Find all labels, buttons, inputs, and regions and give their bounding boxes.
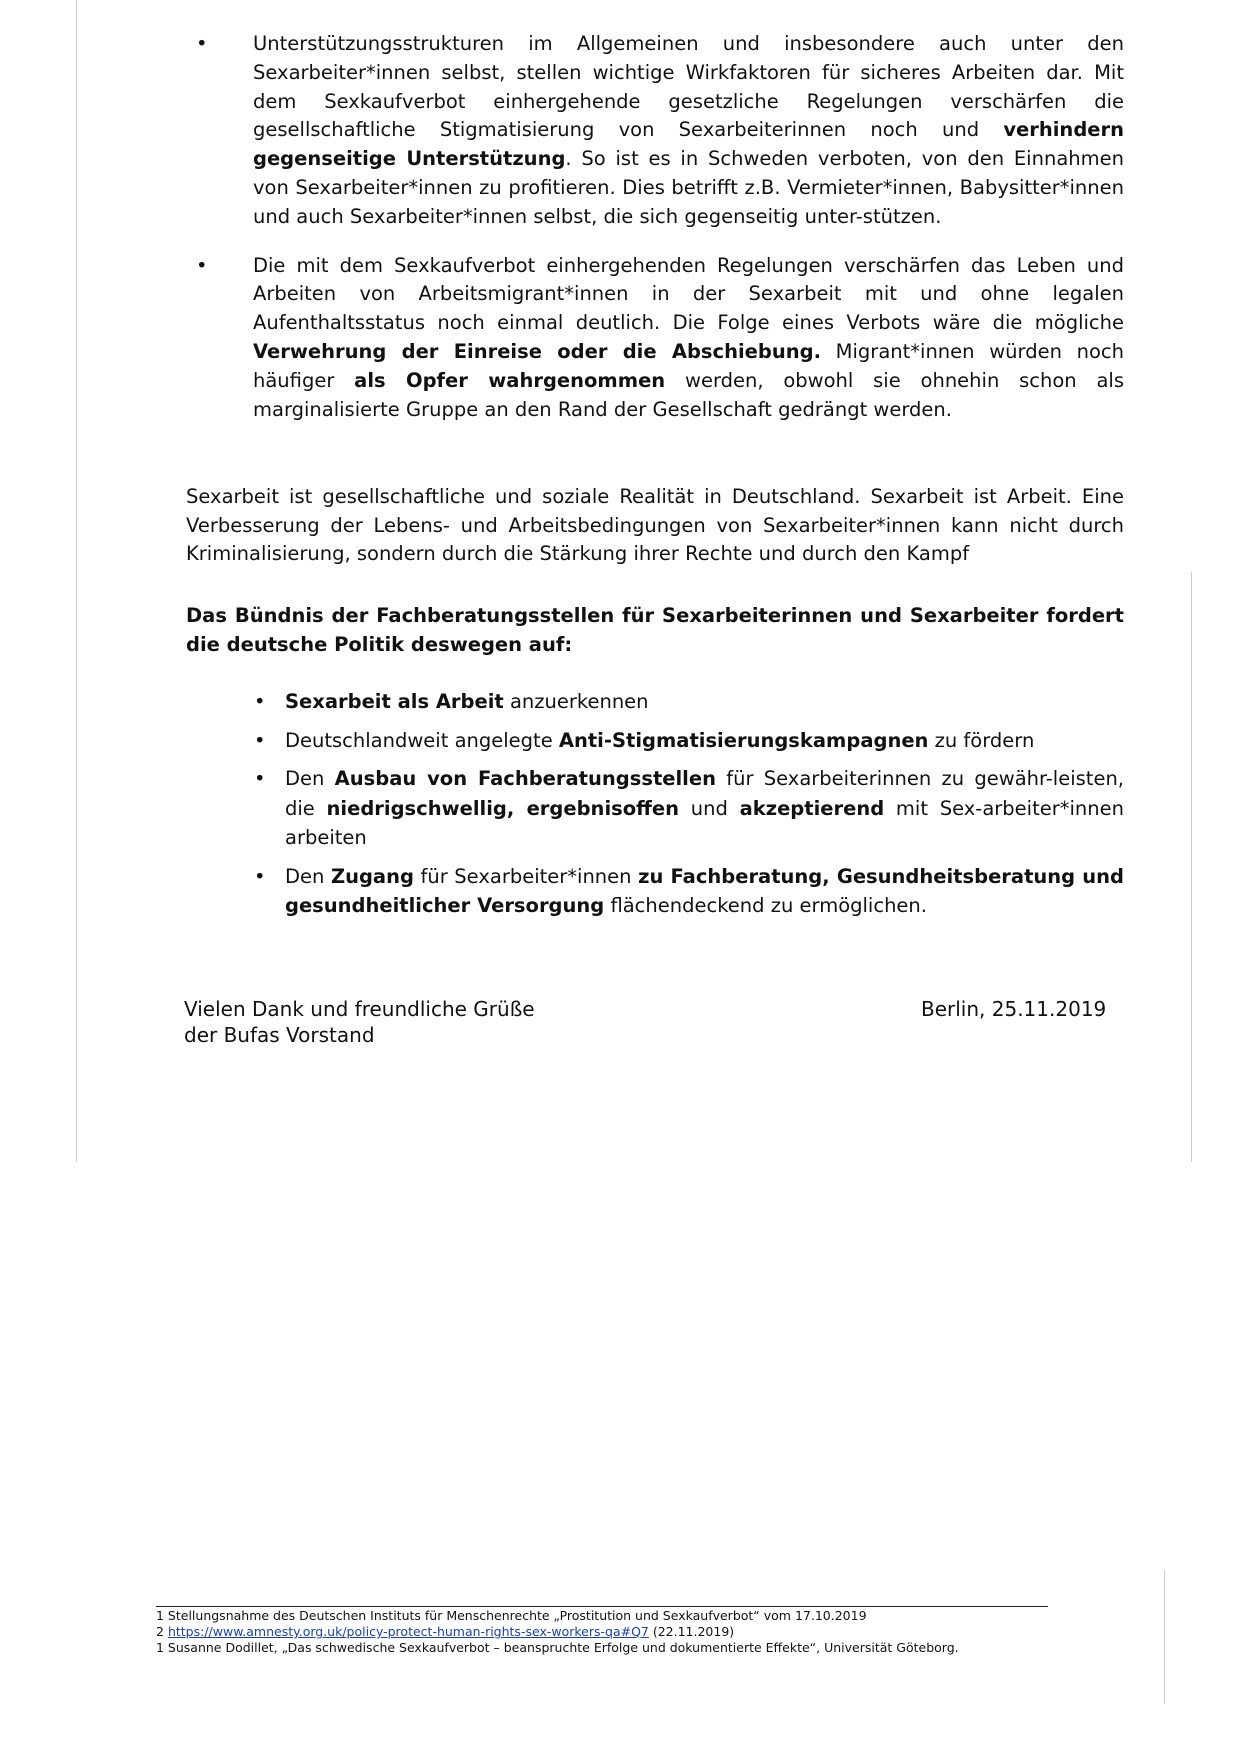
text-run: flächendeckend zu ermöglichen. bbox=[604, 894, 927, 917]
emphasis-text: akzeptierend bbox=[739, 796, 885, 820]
emphasis-text: zu Fachberatung, Gesundheitsberatung und gesundheitlicher Versorgung bbox=[285, 864, 1124, 917]
text-run: und bbox=[679, 796, 740, 820]
closing-greeting: Vielen Dank und freundliche Grüße bbox=[184, 997, 535, 1021]
text-run: mit Sex-arbeiter*innen arbeiten bbox=[285, 796, 1124, 849]
text-run: Migrant*innen würden noch häufiger bbox=[253, 339, 1124, 392]
footnote-1: 1 Stellungsnahme des Deutschen Instituts für Menschenrechte „Prostitution und Sexkaufverbot“ vom 17.10.2019 bbox=[156, 1608, 867, 1623]
text-run: für Sexarbeiter*innen bbox=[413, 864, 639, 888]
footnote-2-date: (22.11.2019) bbox=[648, 1624, 735, 1639]
emphasis-text: verhindern gegenseitige Unterstützung bbox=[253, 118, 1124, 171]
emphasis-text: Anti-Stigmatisierungskampagnen bbox=[558, 728, 929, 752]
footnote-2-number: 2 bbox=[156, 1624, 168, 1639]
emphasis-text: niedrigschwellig, ergebnisoffen bbox=[326, 796, 680, 820]
footnote-2-link[interactable]: https://www.amnesty.org.uk/policy-protect-human-rights-sex-workers-qa#Q7 bbox=[167, 1624, 649, 1639]
demand-item bbox=[186, 764, 1124, 853]
demand-item bbox=[186, 862, 1124, 921]
text-run: Deutschlandweit angelegte bbox=[285, 728, 559, 752]
text-run: Den bbox=[285, 767, 335, 790]
footnote-2 bbox=[156, 1624, 1056, 1640]
demands-list bbox=[186, 687, 1124, 930]
footnote-3: 1 Susanne Dodillet, „Das schwedische Sexkaufverbot – beanspruchte Erfolge und dokumentierte Effekte“, Universität Göteborg. bbox=[156, 1640, 959, 1655]
emphasis-text: Zugang bbox=[330, 864, 414, 888]
closing-signature: der Bufas Vorstand bbox=[184, 1023, 375, 1047]
emphasis-text: Verwehrung der Einreise oder die Abschiebung. bbox=[253, 339, 821, 363]
text-run: für Sexarbeiterinnen zu gewähr-leisten, die bbox=[285, 767, 1124, 820]
argument-bullet-list bbox=[186, 30, 1124, 444]
demand-item bbox=[186, 726, 1124, 756]
demand-item bbox=[186, 687, 1124, 717]
text-run: . So ist es in Schweden verboten, von den Einnahmen von Sexarbeiter*innen zu profitieren. Dies betrifft z.B. Vermieter*innen, Babysitter*innen und auch Sexarbeiter*innen selbst, die sich gegenseitig unter-stützen. bbox=[253, 147, 1124, 228]
emphasis-text: als Opfer wahrgenommen bbox=[354, 368, 666, 392]
emphasis-text: Ausbau von Fachberatungsstellen bbox=[334, 767, 716, 790]
emphasis-text: Sexarbeit als Arbeit bbox=[285, 690, 504, 713]
text-run: Den bbox=[285, 864, 331, 888]
right-margin-line bbox=[1191, 572, 1192, 1162]
text-run: zu fördern bbox=[928, 728, 1035, 752]
text-run: anzuerkennen bbox=[503, 690, 649, 713]
left-margin-line bbox=[76, 0, 77, 1162]
text-run: Unterstützungsstrukturen im Allgemeinen und insbesondere auch unter den Sexarbeiter*innen selbst, stellen wichtige Wirkfaktoren für sicheres Arbeiten dar. Mit dem Sexkaufverbot einhergehende gesetzliche Regelungen verschärfen die gesellschaftliche Stigmatisierung von Sexarbeiterinnen noch und bbox=[253, 32, 1124, 142]
text-run: werden, obwohl sie ohnehin schon als marginalisierte Gruppe an den Rand der Gesellschaft gedrängt werden. bbox=[253, 368, 1125, 421]
argument-bullet bbox=[186, 252, 1124, 425]
text-run: Die mit dem Sexkaufverbot einhergehenden Regelungen verschärfen das Leben und Arbeiten von Arbeitsmigrant*innen in der Sexarbeit mit und ohne legalen Aufenthaltsstatus noch einmal deutlich. Die Folge eines Verbots wäre die mögliche bbox=[253, 253, 1124, 335]
place-date: Berlin, 25.11.2019 bbox=[921, 997, 1107, 1021]
argument-bullet bbox=[186, 30, 1124, 232]
footnote-margin-line bbox=[1164, 1570, 1165, 1704]
footnote-divider bbox=[156, 1606, 1048, 1607]
demands-heading: Das Bündnis der Fachberatungsstellen für Sexarbeiterinnen und Sexarbeiter fordert die deutsche Politik deswegen auf: bbox=[186, 604, 1124, 656]
summary-paragraph: Sexarbeit ist gesellschaftliche und soziale Realität in Deutschland. Sexarbeit ist Arbeit. Eine Verbesserung der Lebens- und Arbeitsbedingungen von Sexarbeiter*innen kann nicht durch Kriminalisierung, sondern durch die Stärkung ihrer Rechte und durch den Kampf bbox=[186, 485, 1124, 566]
